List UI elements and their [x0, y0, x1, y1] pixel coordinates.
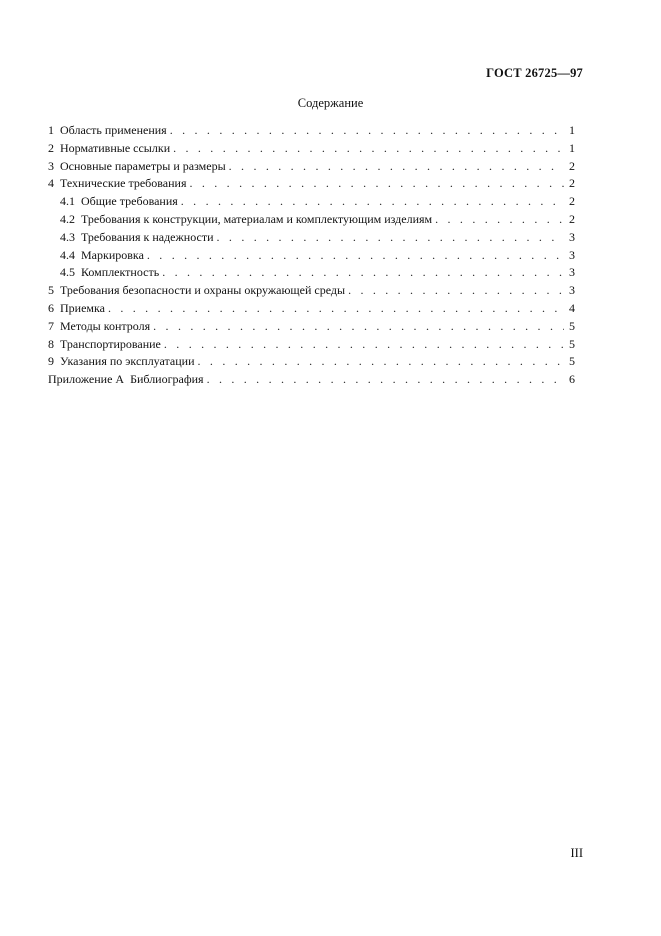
toc-title: Содержание	[297, 96, 364, 110]
toc-entry-number: 4.2	[60, 211, 75, 226]
toc-entry-title: Требования безопасности и охраны окружающей среды	[60, 283, 346, 298]
toc-entry-number: 5	[48, 283, 54, 298]
toc-entry-page: 4	[569, 300, 575, 315]
toc-entry-page: 5	[569, 336, 575, 351]
toc-entry-title: Нормативные ссылки	[60, 140, 171, 155]
toc-entry[interactable]	[48, 282, 575, 300]
toc-entry-page: 3	[569, 247, 575, 262]
toc-entry-page: 3	[569, 283, 575, 298]
toc-entry-page: 3	[569, 265, 575, 280]
toc-entry-title: Транспортирование	[60, 336, 161, 351]
toc-entry-number: 4.5	[60, 265, 75, 280]
toc-entry-page: 2	[569, 176, 575, 191]
toc-entry-number: Приложение А	[48, 372, 125, 387]
toc-entry-page: 1	[569, 123, 575, 137]
toc-dot-leader	[153, 318, 564, 336]
toc-entry-number: 1	[48, 123, 54, 137]
toc-entry-page: 2	[569, 158, 575, 173]
toc-entry-number: 7	[48, 318, 54, 333]
toc-entry-page: 5	[569, 354, 575, 369]
toc-subentry[interactable]	[48, 193, 575, 211]
toc-subentry[interactable]	[48, 229, 575, 247]
toc-entry-title: Указания по эксплуатации	[60, 354, 195, 369]
toc-entry-page: 3	[569, 229, 575, 244]
toc-dot-leader	[217, 229, 564, 247]
toc-dot-leader	[181, 193, 564, 211]
toc-entry-title: Требования к конструкции, материалам и комплектующим изделиям	[81, 211, 433, 226]
toc-dot-leader	[170, 122, 564, 140]
toc-entry-number: 4.4	[60, 247, 75, 262]
toc-entry-number: 4.3	[60, 229, 75, 244]
toc-entry-number: 8	[48, 336, 54, 351]
toc-subentry[interactable]	[48, 247, 575, 265]
toc-dot-leader	[162, 264, 564, 282]
toc-entry-number: 6	[48, 300, 54, 315]
toc-entry-title: Технические требования	[60, 176, 187, 191]
toc-entry-title: Основные параметры и размеры	[60, 158, 226, 173]
toc-subentry[interactable]	[48, 264, 575, 282]
toc-entry[interactable]	[48, 175, 575, 193]
toc-entry-title: Библиография	[130, 372, 204, 387]
page-number: III	[570, 846, 583, 860]
toc-entry[interactable]	[48, 122, 575, 140]
toc-dot-leader	[229, 158, 564, 176]
toc-entry-title: Комплектность	[81, 265, 160, 280]
toc-appendix-entry[interactable]	[48, 371, 575, 389]
toc-entry-page: 6	[569, 372, 575, 387]
toc-entry-page: 2	[569, 194, 575, 209]
toc-dot-leader	[207, 371, 564, 389]
toc-entry[interactable]	[48, 318, 575, 336]
toc-dot-leader	[108, 300, 564, 318]
toc-entry-page: 2	[569, 211, 575, 226]
toc-entry-number: 4.1	[60, 194, 75, 209]
toc-dot-leader	[189, 175, 564, 193]
toc-entry-number: 4	[48, 176, 54, 191]
toc-entry[interactable]	[48, 353, 575, 371]
toc-entry-title: Требования к надежности	[81, 229, 214, 244]
toc-dot-leader	[147, 247, 564, 265]
toc-entry-title: Область применения	[60, 123, 167, 137]
toc-entry[interactable]	[48, 336, 575, 354]
toc-entry-title: Приемка	[60, 300, 105, 315]
toc-entry-page: 1	[569, 140, 575, 155]
toc-subentry[interactable]	[48, 211, 575, 229]
toc-dot-leader	[173, 140, 564, 158]
toc-entry-title: Методы контроля	[60, 318, 151, 333]
toc-entry-title: Маркировка	[81, 247, 144, 262]
toc-dot-leader	[198, 353, 564, 371]
toc-dot-leader	[348, 282, 564, 300]
toc-entry[interactable]	[48, 300, 575, 318]
toc-entry-page: 5	[569, 318, 575, 333]
toc-dot-leader	[164, 336, 564, 354]
document-code: ГОСТ 26725—97	[486, 66, 583, 80]
toc-entry-number: 3	[48, 158, 54, 173]
toc-entry-number: 9	[48, 354, 54, 369]
toc-entry-number: 2	[48, 140, 54, 155]
table-of-contents	[48, 122, 575, 389]
toc-entry[interactable]	[48, 158, 575, 176]
toc-dot-leader	[435, 211, 564, 229]
toc-entry[interactable]	[48, 140, 575, 158]
toc-entry-title: Общие требования	[81, 194, 178, 209]
